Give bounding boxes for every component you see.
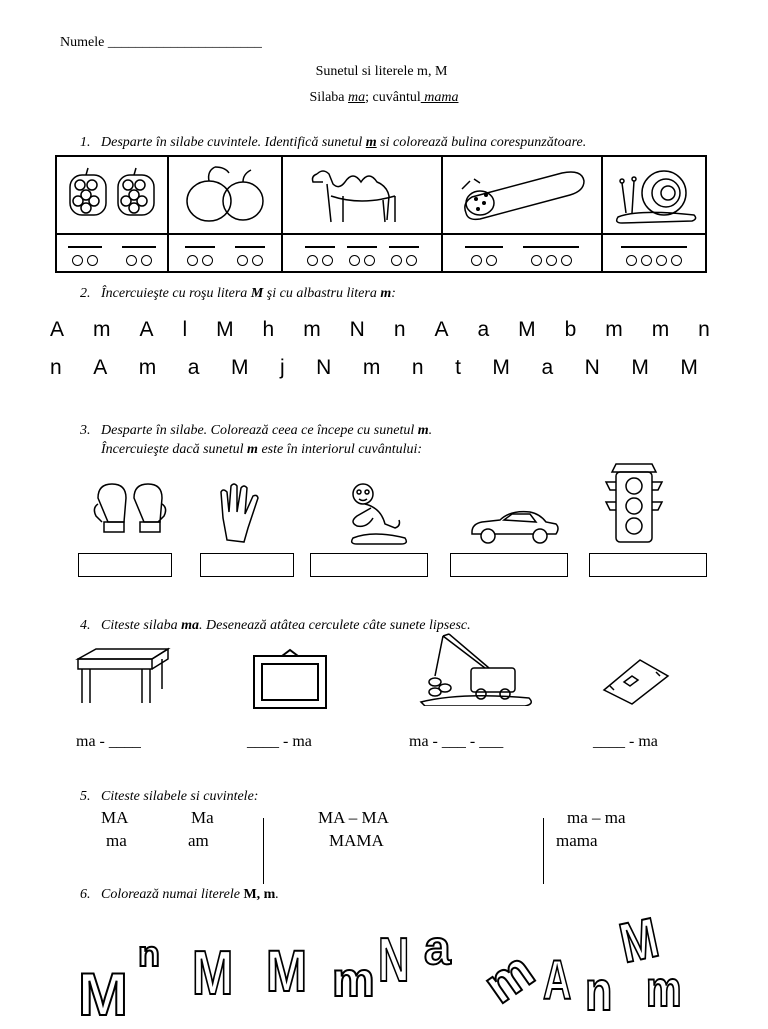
outline-letter-N[interactable]: N [378, 926, 410, 995]
letter-row2-3[interactable]: a [187, 356, 200, 379]
frame-icon [250, 648, 330, 710]
snail-syllables [602, 234, 706, 272]
answer-crane[interactable]: ma - ___ - ___ [409, 733, 504, 750]
ex2-text-b: şi cu albastru litera [263, 286, 381, 301]
crane-icon [415, 632, 535, 706]
mittens-icon [90, 478, 170, 542]
word-MA-MA: MA – MA [318, 808, 389, 827]
letter-row1-0[interactable]: A [50, 318, 65, 341]
letter-row2-4[interactable]: M [230, 356, 249, 379]
apples-cell [168, 156, 282, 234]
table-icon [72, 645, 172, 707]
letter-row1-10[interactable]: a [477, 318, 490, 341]
subtitle-mid: ; cuvântul [365, 90, 421, 105]
ex1-number: 1. [80, 135, 91, 150]
ex1-letter: m [365, 135, 377, 150]
letter-row1-7[interactable]: N [349, 318, 365, 341]
letter-row1-4[interactable]: M [216, 318, 234, 341]
letter-row1-9[interactable]: A [434, 318, 449, 341]
letter-row1-15[interactable]: n [698, 318, 710, 341]
answer-box-monkey[interactable] [310, 553, 428, 577]
answer-table[interactable]: ma - ____ [76, 733, 141, 750]
ex6-text-a: Colorează numai literele [101, 887, 244, 902]
letter-row2-12[interactable]: N [584, 356, 600, 379]
hand-icon [213, 482, 273, 544]
ex4-text-b: . Desenează atâtea cerculete câte sunete lipsesc. [199, 618, 471, 633]
camel-cell [282, 156, 442, 234]
ex6-bold: M, m [243, 887, 276, 902]
traffic-light-icon [598, 458, 670, 548]
letter-row2-0[interactable]: n [50, 356, 62, 379]
outline-letter-m-3[interactable]: m [646, 961, 682, 1017]
outline-letter-n-2[interactable]: n [585, 959, 613, 1022]
outline-letter-M-3[interactable]: M [266, 939, 308, 1004]
outline-letter-n-1[interactable]: n [138, 933, 160, 974]
syllable-Ma: Ma [191, 808, 214, 827]
ex3-number: 3. [80, 423, 91, 438]
ex4-text-a: Citeste silaba [101, 618, 182, 633]
grapes-icon [62, 163, 162, 223]
syllable-am: am [188, 831, 209, 850]
outline-letter-m-1[interactable]: m [332, 954, 375, 1007]
letter-row1-3[interactable]: l [182, 318, 188, 341]
letter-row2-6[interactable]: N [316, 356, 332, 379]
letter-row1-8[interactable]: n [393, 318, 406, 341]
subtitle-word: mama [420, 90, 459, 105]
letter-row1-1[interactable]: m [92, 318, 111, 341]
letter-row-2 [50, 356, 698, 380]
divider-1 [263, 818, 264, 884]
letter-row2-8[interactable]: n [411, 356, 424, 379]
subtitle-syllable: ma [348, 90, 366, 105]
ex4-instruction [80, 618, 471, 634]
monkey-icon [343, 478, 415, 546]
outline-letter-M-4[interactable]: M [614, 905, 664, 975]
name-field[interactable]: Numele ______________________ [60, 35, 262, 50]
answer-razor[interactable]: ____ - ma [593, 733, 658, 750]
letter-row1-2[interactable]: A [139, 318, 154, 341]
ex4-number: 4. [80, 618, 91, 633]
letter-row2-13[interactable]: M [631, 356, 649, 379]
salami-syllables [442, 234, 602, 272]
salami-icon [452, 163, 592, 223]
ex3-line2-bold: m [247, 442, 258, 457]
ex2-bold1: M [250, 286, 264, 301]
letter-row1-5[interactable]: h [262, 318, 275, 341]
apples-syllables [168, 234, 282, 272]
car-icon [468, 504, 560, 548]
page-title [0, 64, 768, 80]
ex6-text-b: . [275, 887, 279, 902]
ex2-number: 2. [80, 286, 91, 301]
subtitle-prefix: Silaba [309, 90, 349, 105]
answer-box-car[interactable] [450, 553, 568, 577]
ex2-bold2: m [380, 286, 392, 301]
syllable-MA: MA [101, 808, 129, 827]
letter-row-1 [50, 318, 710, 342]
ex3-line1-b: . [428, 423, 433, 438]
ex6-number: 6. [80, 887, 91, 902]
grapes-cell [56, 156, 168, 234]
razor-blade-icon [600, 656, 672, 706]
letter-row2-9[interactable]: t [455, 356, 461, 379]
ex1-text-b: si colorează bulina corespunzătoare. [376, 135, 587, 150]
ex2-text-c: : [391, 286, 396, 301]
snail-icon [604, 161, 704, 225]
ex3-line1-a: Desparte în silabe. Colorează ceea ce începe cu sunetul [101, 423, 418, 438]
letter-row2-14[interactable]: M [680, 356, 698, 379]
ex5-text: Citeste silabele si cuvintele: [101, 789, 259, 804]
grapes-syllables [56, 234, 168, 272]
letter-row1-14[interactable]: m [651, 318, 670, 341]
ex4-bold: ma [181, 618, 200, 633]
snail-cell [602, 156, 706, 234]
answer-box-hand[interactable] [200, 553, 294, 577]
outline-letter-A[interactable]: A [543, 948, 572, 1011]
letter-row2-11[interactable]: a [541, 356, 554, 379]
salami-cell [442, 156, 602, 234]
ex2-text-a: Încercuieşte cu roşu litera [101, 286, 251, 301]
ex1-instruction [80, 135, 586, 151]
letter-row2-5[interactable]: j [279, 356, 285, 379]
letter-row1-11[interactable]: M [518, 318, 536, 341]
word-mama: mama [556, 831, 598, 850]
ex6-instruction [80, 887, 279, 903]
outline-letter-M-2[interactable]: M [192, 939, 234, 1008]
answer-frame[interactable]: ____ - ma [247, 733, 312, 750]
letter-row2-10[interactable]: M [492, 356, 510, 379]
outline-letter-a[interactable]: a [424, 922, 451, 975]
ex3-line2-b: este în interiorul cuvântului: [257, 442, 423, 457]
ex3-line1-bold: m [417, 423, 429, 438]
outline-letter-m-2[interactable]: m [473, 940, 545, 1016]
answer-box-mittens[interactable] [78, 553, 172, 577]
ex3-instruction [80, 421, 432, 459]
camel-syllables [282, 234, 442, 272]
ex1-table [55, 155, 707, 273]
letter-row2-1[interactable]: A [93, 356, 108, 379]
letter-row2-7[interactable]: m [362, 356, 381, 379]
letter-row1-13[interactable]: m [605, 318, 623, 341]
word-MAMA: MAMA [329, 831, 384, 850]
outline-letter-M-1[interactable]: M [78, 961, 128, 1028]
ex1-text-a: Desparte în silabe cuvintele. Identifică sunetul [101, 135, 366, 150]
syllable-ma: ma [106, 831, 127, 850]
apples-icon [175, 161, 275, 225]
page-subtitle [0, 90, 768, 106]
ex2-instruction [80, 286, 396, 302]
ex5-number: 5. [80, 789, 91, 804]
letter-row1-6[interactable]: m [303, 318, 321, 341]
word-ma-ma: ma – ma [567, 808, 626, 827]
divider-2 [543, 818, 544, 884]
ex5-instruction [80, 789, 258, 805]
letter-row1-12[interactable]: b [564, 318, 577, 341]
title-text: Sunetul si literele m, M [315, 64, 448, 79]
ex3-line2-a: Încercuieşte dacă sunetul [101, 442, 248, 457]
camel-icon [297, 160, 427, 226]
letter-row2-2[interactable]: m [138, 356, 157, 379]
answer-box-traffic-light[interactable] [589, 553, 707, 577]
